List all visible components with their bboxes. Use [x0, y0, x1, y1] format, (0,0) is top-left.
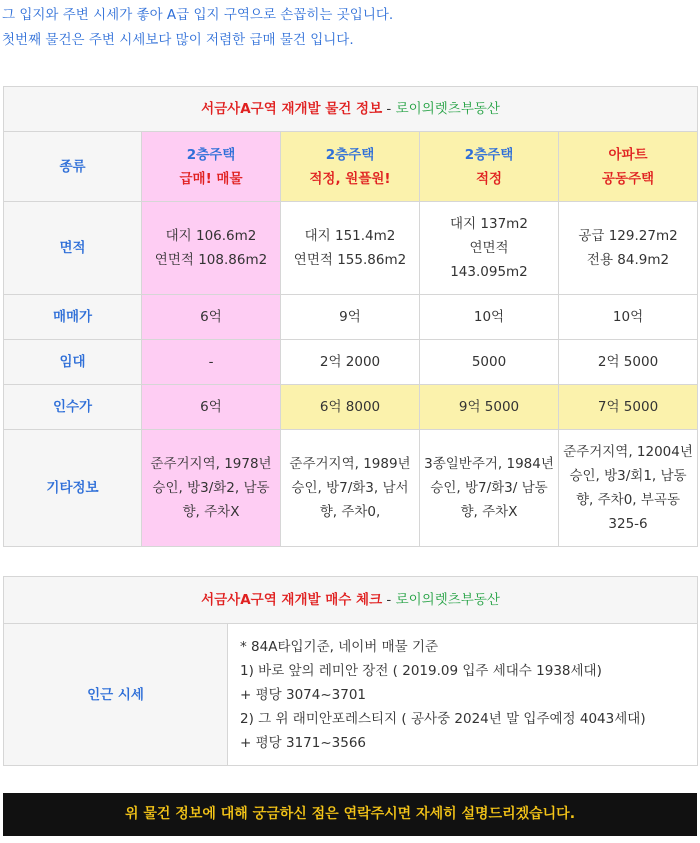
intro-line: 첫번째 물건은 주변 시세보다 많이 저렴한 급매 물건 입니다.	[2, 32, 354, 48]
property-note: 공동주택	[601, 170, 655, 187]
row-label-acquisition: 인수가	[4, 385, 142, 430]
row-label-sale-price: 매매가	[4, 295, 142, 340]
intro-line: 그 입지와 주변 시세가 좋아 A급 입지 구역으로 손꼽히는 곳입니다.	[2, 7, 394, 23]
row-label-type: 종류	[4, 132, 142, 202]
area-line: 연면적 155.86m2	[293, 252, 407, 268]
intro-text	[2, 3, 393, 53]
lease-cell: 2억 2000	[281, 340, 420, 385]
other-info-cell: 3종일반주거, 1984년승인, 방7/화3/ 남동향, 주차X	[420, 430, 559, 547]
area-line: 전용 84.9m2	[586, 252, 670, 268]
area-line: 대지 137m2	[450, 216, 528, 232]
check-table-caption	[4, 577, 698, 624]
listing-table	[3, 86, 698, 547]
type-cell	[420, 132, 559, 202]
contact-banner: 위 물건 정보에 대해 궁금하신 점은 연락주시면 자세히 설명드리겠습니다.	[3, 793, 697, 836]
other-info-cell: 준주거지역, 12004년승인, 방3/회1, 남동향, 주차0, 부곡동325-6	[559, 430, 698, 547]
agency-name: 로이의렛츠부동산	[395, 592, 500, 608]
property-type: 2층주택	[464, 146, 514, 163]
detail-line: 2) 그 위 래미안포레스티지 ( 공사중 2024년 말 입주예정 4043세대)	[240, 710, 646, 727]
area-line: 143.095m2	[450, 264, 528, 280]
row-label-area: 면적	[4, 202, 142, 295]
listing-table-title: 서금사A구역 재개발 물건 정보	[201, 101, 383, 117]
property-note: 적정, 원플원!	[309, 170, 391, 187]
area-cell	[142, 202, 281, 295]
acquisition-cell: 9억 5000	[420, 385, 559, 430]
type-cell	[559, 132, 698, 202]
area-cell	[420, 202, 559, 295]
nearby-price-label: 인근 시세	[4, 624, 228, 766]
sale-price-cell: 9억	[281, 295, 420, 340]
lease-cell: -	[142, 340, 281, 385]
area-cell	[281, 202, 420, 295]
property-type: 2층주택	[186, 146, 236, 163]
detail-line: * 84A타입기준, 네이버 매물 기준	[240, 638, 439, 655]
other-info-cell: 준주거지역, 1989년승인, 방7/화3, 남서향, 주차0,	[281, 430, 420, 547]
caption-separator: -	[382, 592, 396, 608]
acquisition-cell: 6억	[142, 385, 281, 430]
area-line: 대지 106.6m2	[165, 228, 257, 244]
property-type: 아파트	[608, 146, 648, 163]
sale-price-cell: 10억	[420, 295, 559, 340]
detail-line: + 평당 3074~3701	[240, 686, 367, 703]
area-line: 연면적 108.86m2	[154, 252, 268, 268]
area-line: 연면적	[469, 240, 509, 256]
acquisition-cell: 7억 5000	[559, 385, 698, 430]
check-table-title: 서금사A구역 재개발 매수 체크	[201, 592, 383, 608]
property-note: 적정	[475, 170, 503, 187]
sale-price-cell: 10억	[559, 295, 698, 340]
lease-cell: 5000	[420, 340, 559, 385]
nearby-price-details	[228, 624, 698, 766]
agency-name: 로이의렛츠부동산	[395, 101, 500, 117]
caption-separator: -	[382, 101, 396, 117]
detail-line: + 평당 3171~3566	[240, 734, 367, 751]
area-line: 대지 151.4m2	[304, 228, 396, 244]
type-cell	[281, 132, 420, 202]
area-cell	[559, 202, 698, 295]
listing-table-caption	[4, 87, 698, 132]
acquisition-cell: 6억 8000	[281, 385, 420, 430]
sale-price-cell: 6억	[142, 295, 281, 340]
detail-line: 1) 바로 앞의 레미안 장전 ( 2019.09 입주 세대수 1938세대)	[240, 662, 602, 679]
type-cell	[142, 132, 281, 202]
property-note: 급매! 매물	[179, 170, 243, 187]
other-info-cell: 준주거지역, 1978년 승인, 방3/화2, 남동향, 주차X	[142, 430, 281, 547]
lease-cell: 2억 5000	[559, 340, 698, 385]
row-label-other: 기타정보	[4, 430, 142, 547]
area-line: 공급 129.27m2	[578, 228, 678, 244]
row-label-lease: 임대	[4, 340, 142, 385]
check-table	[3, 576, 698, 766]
property-type: 2층주택	[325, 146, 375, 163]
